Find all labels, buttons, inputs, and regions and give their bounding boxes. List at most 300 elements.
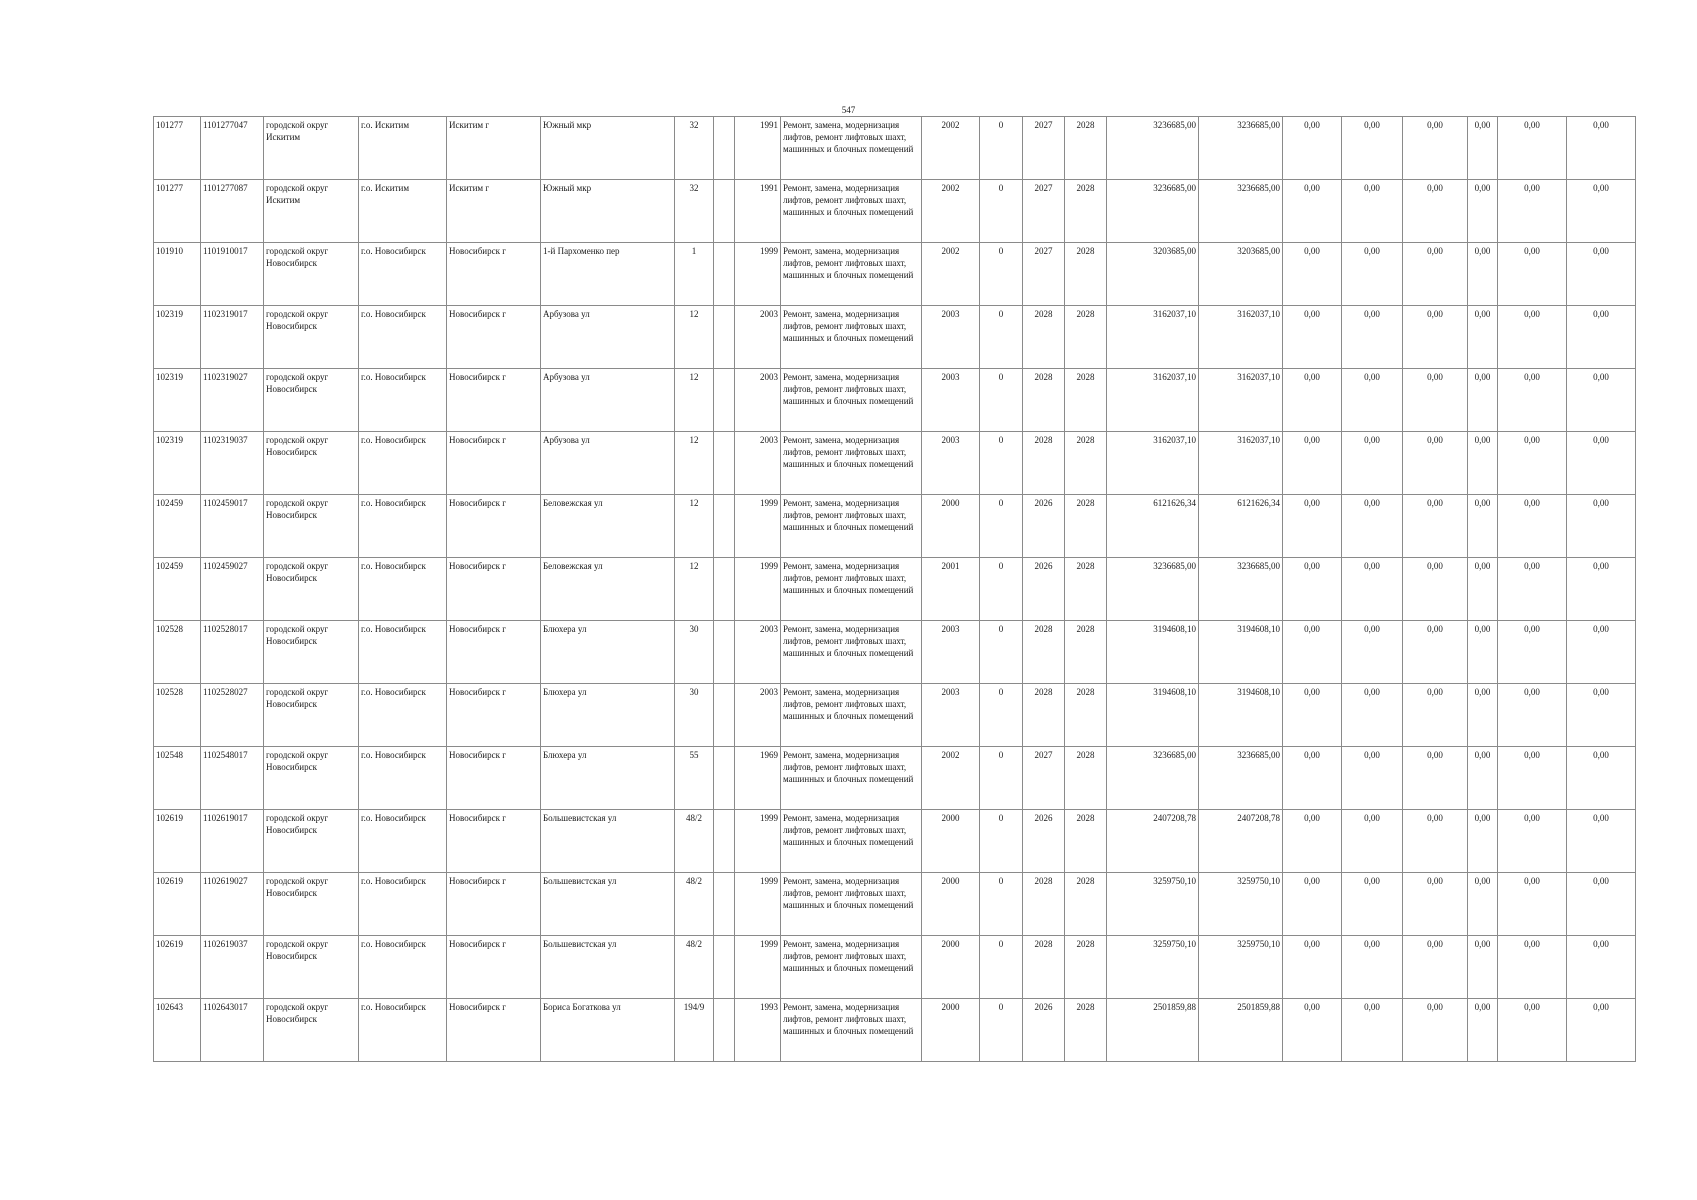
cell-cost-col-4: 0,00 xyxy=(1468,936,1498,999)
cell-cost-col-1: 0,00 xyxy=(1283,306,1342,369)
cell-cost-amount: 3162037,10 xyxy=(1199,369,1283,432)
cell-street: Арбузова ул xyxy=(541,306,675,369)
cell-cost-col-5: 0,00 xyxy=(1498,936,1567,999)
cell-record-id: 102548 xyxy=(154,747,201,810)
cell-house-number: 30 xyxy=(675,684,714,747)
cell-year-built: 1999 xyxy=(735,936,781,999)
cell-street: Бориса Богаткова ул xyxy=(541,999,675,1062)
cell-commission-year: 2001 xyxy=(922,558,980,621)
table-row xyxy=(154,873,1636,936)
cell-building xyxy=(714,810,735,873)
cell-wear-percent: 0 xyxy=(980,558,1023,621)
cell-plan-start-year: 2027 xyxy=(1023,180,1065,243)
cell-locality: Новосибирск г xyxy=(447,810,541,873)
table-row xyxy=(154,558,1636,621)
cell-locality: Новосибирск г xyxy=(447,747,541,810)
cell-year-built: 1993 xyxy=(735,999,781,1062)
cell-cost-col-4: 0,00 xyxy=(1468,180,1498,243)
cell-plan-end-year: 2028 xyxy=(1065,432,1107,495)
table-row xyxy=(154,432,1636,495)
cell-settlement: г.о. Искитим xyxy=(359,117,447,180)
cell-cost-col-3: 0,00 xyxy=(1403,873,1468,936)
cell-house-number: 194/9 xyxy=(675,999,714,1062)
cell-total-cost: 3162037,10 xyxy=(1107,432,1199,495)
cell-cost-col-6: 0,00 xyxy=(1567,495,1636,558)
cell-locality: Новосибирск г xyxy=(447,558,541,621)
cell-cost-col-5: 0,00 xyxy=(1498,369,1567,432)
cell-cost-col-5: 0,00 xyxy=(1498,873,1567,936)
cell-building xyxy=(714,180,735,243)
cell-building xyxy=(714,369,735,432)
cell-house-code: 1102459027 xyxy=(201,558,264,621)
cell-street: Беловежская ул xyxy=(541,558,675,621)
cell-cost-col-3: 0,00 xyxy=(1403,936,1468,999)
cell-work-type: Ремонт, замена, модернизация лифтов, ремонт лифтовых шахт, машинных и блочных помещений xyxy=(781,684,922,747)
cell-house-number: 48/2 xyxy=(675,810,714,873)
cell-wear-percent: 0 xyxy=(980,432,1023,495)
cell-commission-year: 2003 xyxy=(922,306,980,369)
table-row xyxy=(154,306,1636,369)
data-table xyxy=(153,116,1636,1062)
cell-cost-col-5: 0,00 xyxy=(1498,117,1567,180)
cell-plan-end-year: 2028 xyxy=(1065,936,1107,999)
cell-commission-year: 2002 xyxy=(922,747,980,810)
cell-record-id: 102528 xyxy=(154,621,201,684)
cell-plan-end-year: 2028 xyxy=(1065,306,1107,369)
table-row xyxy=(154,684,1636,747)
cell-plan-start-year: 2026 xyxy=(1023,999,1065,1062)
table-row xyxy=(154,495,1636,558)
cell-cost-col-3: 0,00 xyxy=(1403,999,1468,1062)
cell-cost-col-4: 0,00 xyxy=(1468,243,1498,306)
cell-municipal-district: городской округ Новосибирск xyxy=(264,495,359,558)
cell-cost-col-2: 0,00 xyxy=(1342,747,1403,810)
cell-house-number: 30 xyxy=(675,621,714,684)
cell-cost-col-5: 0,00 xyxy=(1498,810,1567,873)
cell-settlement: г.о. Новосибирск xyxy=(359,747,447,810)
cell-commission-year: 2003 xyxy=(922,621,980,684)
cell-record-id: 102619 xyxy=(154,873,201,936)
cell-cost-col-6: 0,00 xyxy=(1567,306,1636,369)
cell-record-id: 102619 xyxy=(154,936,201,999)
cell-year-built: 2003 xyxy=(735,432,781,495)
cell-wear-percent: 0 xyxy=(980,180,1023,243)
cell-record-id: 102459 xyxy=(154,495,201,558)
cell-locality: Новосибирск г xyxy=(447,621,541,684)
cell-cost-col-3: 0,00 xyxy=(1403,117,1468,180)
cell-municipal-district: городской округ Новосибирск xyxy=(264,936,359,999)
cell-wear-percent: 0 xyxy=(980,873,1023,936)
cell-cost-col-2: 0,00 xyxy=(1342,810,1403,873)
cell-cost-col-5: 0,00 xyxy=(1498,558,1567,621)
cell-cost-amount: 3194608,10 xyxy=(1199,684,1283,747)
cell-plan-start-year: 2028 xyxy=(1023,621,1065,684)
cell-settlement: г.о. Новосибирск xyxy=(359,495,447,558)
cell-municipal-district: городской округ Новосибирск xyxy=(264,369,359,432)
cell-cost-col-4: 0,00 xyxy=(1468,117,1498,180)
cell-cost-col-3: 0,00 xyxy=(1403,621,1468,684)
cell-cost-col-5: 0,00 xyxy=(1498,747,1567,810)
cell-plan-end-year: 2028 xyxy=(1065,495,1107,558)
cell-wear-percent: 0 xyxy=(980,243,1023,306)
cell-municipal-district: городской округ Новосибирск xyxy=(264,684,359,747)
cell-street: Беловежская ул xyxy=(541,495,675,558)
cell-house-code: 1101910017 xyxy=(201,243,264,306)
cell-work-type: Ремонт, замена, модернизация лифтов, ремонт лифтовых шахт, машинных и блочных помещений xyxy=(781,999,922,1062)
cell-record-id: 102319 xyxy=(154,306,201,369)
cell-house-code: 1102528027 xyxy=(201,684,264,747)
cell-cost-col-6: 0,00 xyxy=(1567,999,1636,1062)
cell-work-type: Ремонт, замена, модернизация лифтов, ремонт лифтовых шахт, машинных и блочных помещений xyxy=(781,495,922,558)
cell-house-number: 48/2 xyxy=(675,936,714,999)
cell-cost-col-3: 0,00 xyxy=(1403,369,1468,432)
cell-house-number: 12 xyxy=(675,432,714,495)
cell-street: Южный мкр xyxy=(541,117,675,180)
cell-work-type: Ремонт, замена, модернизация лифтов, ремонт лифтовых шахт, машинных и блочных помещений xyxy=(781,747,922,810)
cell-cost-col-5: 0,00 xyxy=(1498,243,1567,306)
cell-wear-percent: 0 xyxy=(980,117,1023,180)
cell-total-cost: 3236685,00 xyxy=(1107,558,1199,621)
cell-total-cost: 2501859,88 xyxy=(1107,999,1199,1062)
cell-house-code: 1102619017 xyxy=(201,810,264,873)
cell-house-code: 1102459017 xyxy=(201,495,264,558)
cell-commission-year: 2000 xyxy=(922,936,980,999)
cell-year-built: 2003 xyxy=(735,684,781,747)
cell-cost-col-3: 0,00 xyxy=(1403,180,1468,243)
cell-house-code: 1102548017 xyxy=(201,747,264,810)
cell-commission-year: 2002 xyxy=(922,180,980,243)
cell-cost-col-2: 0,00 xyxy=(1342,873,1403,936)
cell-plan-start-year: 2026 xyxy=(1023,558,1065,621)
cell-work-type: Ремонт, замена, модернизация лифтов, ремонт лифтовых шахт, машинных и блочных помещений xyxy=(781,558,922,621)
cell-cost-col-1: 0,00 xyxy=(1283,495,1342,558)
cell-cost-col-1: 0,00 xyxy=(1283,117,1342,180)
cell-total-cost: 3259750,10 xyxy=(1107,936,1199,999)
cell-cost-col-6: 0,00 xyxy=(1567,432,1636,495)
cell-cost-amount: 3236685,00 xyxy=(1199,117,1283,180)
cell-locality: Новосибирск г xyxy=(447,936,541,999)
cell-year-built: 1999 xyxy=(735,243,781,306)
cell-record-id: 102319 xyxy=(154,369,201,432)
cell-street: 1-й Пархоменко пер xyxy=(541,243,675,306)
cell-wear-percent: 0 xyxy=(980,369,1023,432)
cell-work-type: Ремонт, замена, модернизация лифтов, ремонт лифтовых шахт, машинных и блочных помещений xyxy=(781,873,922,936)
cell-cost-col-4: 0,00 xyxy=(1468,621,1498,684)
cell-plan-end-year: 2028 xyxy=(1065,999,1107,1062)
cell-work-type: Ремонт, замена, модернизация лифтов, ремонт лифтовых шахт, машинных и блочных помещений xyxy=(781,621,922,684)
cell-municipal-district: городской округ Искитим xyxy=(264,180,359,243)
cell-municipal-district: городской округ Новосибирск xyxy=(264,243,359,306)
cell-building xyxy=(714,936,735,999)
cell-building xyxy=(714,873,735,936)
cell-work-type: Ремонт, замена, модернизация лифтов, ремонт лифтовых шахт, машинных и блочных помещений xyxy=(781,936,922,999)
cell-cost-col-2: 0,00 xyxy=(1342,369,1403,432)
cell-cost-col-5: 0,00 xyxy=(1498,684,1567,747)
cell-house-code: 1102319037 xyxy=(201,432,264,495)
cell-cost-col-5: 0,00 xyxy=(1498,306,1567,369)
cell-total-cost: 3194608,10 xyxy=(1107,684,1199,747)
cell-work-type: Ремонт, замена, модернизация лифтов, ремонт лифтовых шахт, машинных и блочных помещений xyxy=(781,243,922,306)
cell-record-id: 101277 xyxy=(154,117,201,180)
cell-commission-year: 2000 xyxy=(922,495,980,558)
cell-municipal-district: городской округ Новосибирск xyxy=(264,810,359,873)
cell-cost-amount: 3203685,00 xyxy=(1199,243,1283,306)
cell-municipal-district: городской округ Новосибирск xyxy=(264,621,359,684)
cell-cost-col-2: 0,00 xyxy=(1342,621,1403,684)
cell-total-cost: 3236685,00 xyxy=(1107,180,1199,243)
cell-locality: Новосибирск г xyxy=(447,369,541,432)
cell-locality: Новосибирск г xyxy=(447,306,541,369)
cell-locality: Новосибирск г xyxy=(447,432,541,495)
table-row xyxy=(154,117,1636,180)
cell-year-built: 1991 xyxy=(735,180,781,243)
cell-year-built: 1999 xyxy=(735,495,781,558)
cell-record-id: 101277 xyxy=(154,180,201,243)
cell-settlement: г.о. Новосибирск xyxy=(359,558,447,621)
cell-house-number: 12 xyxy=(675,306,714,369)
cell-commission-year: 2002 xyxy=(922,117,980,180)
cell-cost-amount: 3236685,00 xyxy=(1199,180,1283,243)
cell-cost-col-4: 0,00 xyxy=(1468,810,1498,873)
cell-building xyxy=(714,558,735,621)
table-row xyxy=(154,999,1636,1062)
cell-building xyxy=(714,432,735,495)
table-body xyxy=(154,117,1636,1062)
cell-municipal-district: городской округ Искитим xyxy=(264,117,359,180)
cell-house-code: 1101277047 xyxy=(201,117,264,180)
cell-cost-col-2: 0,00 xyxy=(1342,684,1403,747)
cell-municipal-district: городской округ Новосибирск xyxy=(264,999,359,1062)
cell-cost-col-2: 0,00 xyxy=(1342,243,1403,306)
cell-commission-year: 2002 xyxy=(922,243,980,306)
cell-settlement: г.о. Новосибирск xyxy=(359,243,447,306)
cell-cost-col-5: 0,00 xyxy=(1498,495,1567,558)
cell-cost-col-4: 0,00 xyxy=(1468,873,1498,936)
cell-wear-percent: 0 xyxy=(980,306,1023,369)
cell-record-id: 101910 xyxy=(154,243,201,306)
cell-settlement: г.о. Новосибирск xyxy=(359,936,447,999)
cell-work-type: Ремонт, замена, модернизация лифтов, ремонт лифтовых шахт, машинных и блочных помещений xyxy=(781,369,922,432)
cell-cost-col-1: 0,00 xyxy=(1283,810,1342,873)
cell-street: Блюхера ул xyxy=(541,747,675,810)
cell-cost-col-3: 0,00 xyxy=(1403,810,1468,873)
cell-record-id: 102619 xyxy=(154,810,201,873)
cell-total-cost: 2407208,78 xyxy=(1107,810,1199,873)
cell-wear-percent: 0 xyxy=(980,621,1023,684)
cell-plan-start-year: 2028 xyxy=(1023,369,1065,432)
cell-year-built: 2003 xyxy=(735,306,781,369)
cell-settlement: г.о. Новосибирск xyxy=(359,999,447,1062)
table-row xyxy=(154,180,1636,243)
cell-cost-col-3: 0,00 xyxy=(1403,243,1468,306)
table-row xyxy=(154,810,1636,873)
cell-plan-start-year: 2026 xyxy=(1023,495,1065,558)
table-row xyxy=(154,621,1636,684)
cell-cost-col-3: 0,00 xyxy=(1403,747,1468,810)
cell-record-id: 102459 xyxy=(154,558,201,621)
cell-house-code: 1102619027 xyxy=(201,873,264,936)
cell-cost-col-3: 0,00 xyxy=(1403,495,1468,558)
cell-year-built: 1999 xyxy=(735,873,781,936)
cell-plan-end-year: 2028 xyxy=(1065,873,1107,936)
cell-cost-col-5: 0,00 xyxy=(1498,180,1567,243)
cell-plan-end-year: 2028 xyxy=(1065,810,1107,873)
table-row xyxy=(154,747,1636,810)
cell-settlement: г.о. Новосибирск xyxy=(359,432,447,495)
cell-municipal-district: городской округ Новосибирск xyxy=(264,558,359,621)
cell-building xyxy=(714,495,735,558)
cell-total-cost: 3162037,10 xyxy=(1107,369,1199,432)
page-number: 547 xyxy=(841,105,856,115)
cell-plan-end-year: 2028 xyxy=(1065,621,1107,684)
cell-street: Южный мкр xyxy=(541,180,675,243)
cell-year-built: 1999 xyxy=(735,810,781,873)
cell-record-id: 102528 xyxy=(154,684,201,747)
cell-wear-percent: 0 xyxy=(980,936,1023,999)
cell-municipal-district: городской округ Новосибирск xyxy=(264,306,359,369)
cell-work-type: Ремонт, замена, модернизация лифтов, ремонт лифтовых шахт, машинных и блочных помещений xyxy=(781,180,922,243)
cell-total-cost: 3194608,10 xyxy=(1107,621,1199,684)
cell-house-number: 55 xyxy=(675,747,714,810)
cell-cost-col-4: 0,00 xyxy=(1468,369,1498,432)
cell-record-id: 102319 xyxy=(154,432,201,495)
cell-cost-col-6: 0,00 xyxy=(1567,747,1636,810)
cell-cost-col-1: 0,00 xyxy=(1283,999,1342,1062)
cell-cost-amount: 6121626,34 xyxy=(1199,495,1283,558)
cell-cost-col-1: 0,00 xyxy=(1283,369,1342,432)
cell-house-code: 1102319017 xyxy=(201,306,264,369)
cell-cost-col-5: 0,00 xyxy=(1498,621,1567,684)
cell-locality: Новосибирск г xyxy=(447,243,541,306)
cell-municipal-district: городской округ Новосибирск xyxy=(264,432,359,495)
cell-cost-col-1: 0,00 xyxy=(1283,243,1342,306)
cell-street: Большевистская ул xyxy=(541,810,675,873)
cell-cost-col-1: 0,00 xyxy=(1283,747,1342,810)
cell-total-cost: 3162037,10 xyxy=(1107,306,1199,369)
cell-plan-end-year: 2028 xyxy=(1065,558,1107,621)
cell-street: Блюхера ул xyxy=(541,684,675,747)
cell-work-type: Ремонт, замена, модернизация лифтов, ремонт лифтовых шахт, машинных и блочных помещений xyxy=(781,432,922,495)
cell-street: Блюхера ул xyxy=(541,621,675,684)
cell-wear-percent: 0 xyxy=(980,810,1023,873)
cell-cost-col-6: 0,00 xyxy=(1567,684,1636,747)
table-row xyxy=(154,936,1636,999)
cell-cost-amount: 3162037,10 xyxy=(1199,306,1283,369)
cell-cost-col-6: 0,00 xyxy=(1567,936,1636,999)
cell-house-code: 1102619037 xyxy=(201,936,264,999)
cell-locality: Новосибирск г xyxy=(447,873,541,936)
cell-locality: Новосибирск г xyxy=(447,684,541,747)
cell-cost-col-6: 0,00 xyxy=(1567,873,1636,936)
cell-street: Арбузова ул xyxy=(541,432,675,495)
cell-wear-percent: 0 xyxy=(980,684,1023,747)
cell-work-type: Ремонт, замена, модернизация лифтов, ремонт лифтовых шахт, машинных и блочных помещений xyxy=(781,810,922,873)
cell-cost-amount: 3236685,00 xyxy=(1199,558,1283,621)
cell-house-code: 1101277087 xyxy=(201,180,264,243)
cell-building xyxy=(714,306,735,369)
cell-plan-end-year: 2028 xyxy=(1065,180,1107,243)
cell-cost-col-5: 0,00 xyxy=(1498,999,1567,1062)
cell-cost-col-1: 0,00 xyxy=(1283,936,1342,999)
cell-building xyxy=(714,684,735,747)
cell-plan-start-year: 2028 xyxy=(1023,873,1065,936)
cell-settlement: г.о. Новосибирск xyxy=(359,306,447,369)
cell-cost-col-6: 0,00 xyxy=(1567,369,1636,432)
cell-cost-col-6: 0,00 xyxy=(1567,117,1636,180)
cell-work-type: Ремонт, замена, модернизация лифтов, ремонт лифтовых шахт, машинных и блочных помещений xyxy=(781,306,922,369)
cell-municipal-district: городской округ Новосибирск xyxy=(264,873,359,936)
cell-cost-col-4: 0,00 xyxy=(1468,999,1498,1062)
cell-plan-end-year: 2028 xyxy=(1065,747,1107,810)
cell-plan-start-year: 2027 xyxy=(1023,747,1065,810)
cell-house-number: 32 xyxy=(675,117,714,180)
cell-year-built: 2003 xyxy=(735,621,781,684)
cell-total-cost: 3203685,00 xyxy=(1107,243,1199,306)
cell-plan-start-year: 2028 xyxy=(1023,432,1065,495)
cell-settlement: г.о. Новосибирск xyxy=(359,810,447,873)
cell-plan-end-year: 2028 xyxy=(1065,684,1107,747)
cell-plan-start-year: 2028 xyxy=(1023,684,1065,747)
cell-total-cost: 3236685,00 xyxy=(1107,117,1199,180)
cell-year-built: 1969 xyxy=(735,747,781,810)
cell-cost-amount: 3236685,00 xyxy=(1199,747,1283,810)
cell-building xyxy=(714,243,735,306)
cell-commission-year: 2000 xyxy=(922,873,980,936)
cell-record-id: 102643 xyxy=(154,999,201,1062)
cell-house-code: 1102528017 xyxy=(201,621,264,684)
cell-cost-col-6: 0,00 xyxy=(1567,558,1636,621)
cell-plan-end-year: 2028 xyxy=(1065,243,1107,306)
cell-cost-col-6: 0,00 xyxy=(1567,180,1636,243)
cell-cost-col-4: 0,00 xyxy=(1468,495,1498,558)
cell-locality: Новосибирск г xyxy=(447,495,541,558)
cell-commission-year: 2003 xyxy=(922,432,980,495)
cell-plan-start-year: 2027 xyxy=(1023,117,1065,180)
cell-cost-col-6: 0,00 xyxy=(1567,243,1636,306)
cell-settlement: г.о. Новосибирск xyxy=(359,621,447,684)
cell-settlement: г.о. Новосибирск xyxy=(359,684,447,747)
cell-cost-amount: 2407208,78 xyxy=(1199,810,1283,873)
cell-house-number: 48/2 xyxy=(675,873,714,936)
cell-street: Арбузова ул xyxy=(541,369,675,432)
cell-cost-col-2: 0,00 xyxy=(1342,306,1403,369)
cell-cost-col-2: 0,00 xyxy=(1342,432,1403,495)
cell-cost-col-2: 0,00 xyxy=(1342,999,1403,1062)
cell-plan-start-year: 2027 xyxy=(1023,243,1065,306)
cell-cost-col-5: 0,00 xyxy=(1498,432,1567,495)
cell-cost-amount: 3162037,10 xyxy=(1199,432,1283,495)
cell-cost-amount: 3259750,10 xyxy=(1199,936,1283,999)
cell-year-built: 2003 xyxy=(735,369,781,432)
cell-plan-start-year: 2026 xyxy=(1023,810,1065,873)
cell-house-number: 1 xyxy=(675,243,714,306)
cell-cost-col-3: 0,00 xyxy=(1403,306,1468,369)
cell-total-cost: 3236685,00 xyxy=(1107,747,1199,810)
cell-cost-col-1: 0,00 xyxy=(1283,621,1342,684)
cell-cost-col-4: 0,00 xyxy=(1468,558,1498,621)
table-row xyxy=(154,243,1636,306)
cell-house-number: 32 xyxy=(675,180,714,243)
cell-cost-amount: 2501859,88 xyxy=(1199,999,1283,1062)
cell-work-type: Ремонт, замена, модернизация лифтов, ремонт лифтовых шахт, машинных и блочных помещений xyxy=(781,117,922,180)
cell-cost-col-1: 0,00 xyxy=(1283,558,1342,621)
cell-building xyxy=(714,999,735,1062)
cell-locality: Искитим г xyxy=(447,180,541,243)
cell-locality: Искитим г xyxy=(447,117,541,180)
cell-cost-col-3: 0,00 xyxy=(1403,684,1468,747)
cell-cost-col-6: 0,00 xyxy=(1567,621,1636,684)
cell-plan-end-year: 2028 xyxy=(1065,369,1107,432)
